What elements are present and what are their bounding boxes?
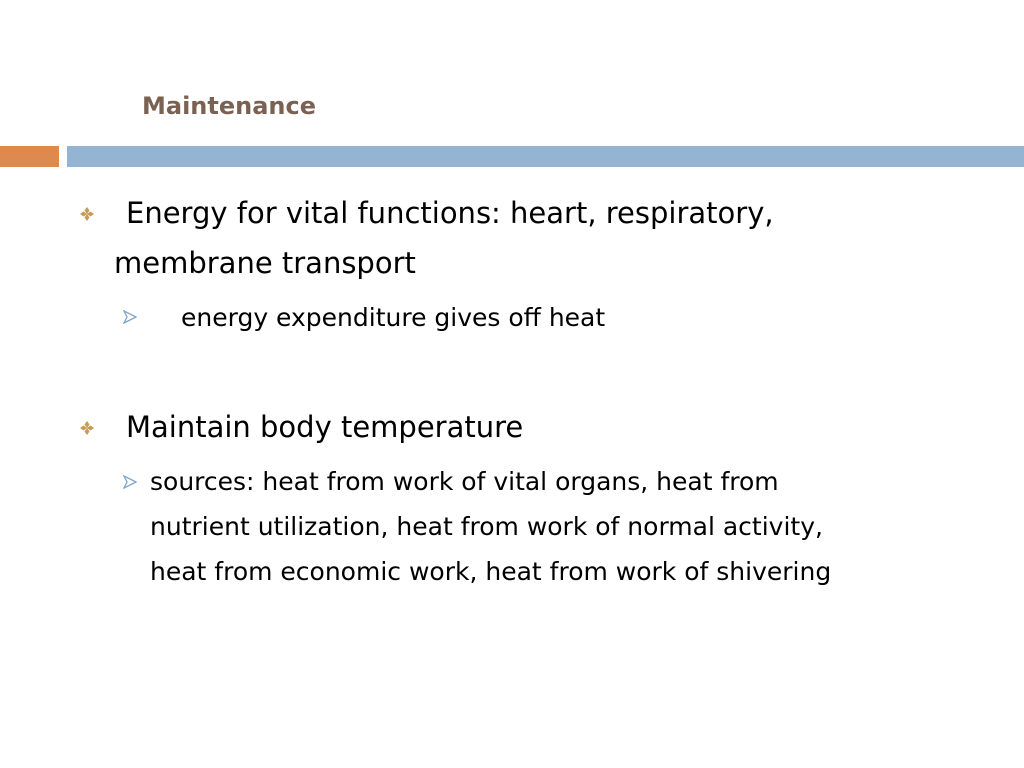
accent-bar-orange bbox=[0, 146, 59, 167]
slide-title: Maintenance bbox=[142, 92, 317, 120]
accent-bar-blue bbox=[67, 146, 1024, 167]
sub-bullet-1-1: energy expenditure gives off heat bbox=[181, 303, 606, 332]
four-diamond-icon bbox=[80, 207, 94, 221]
bullet-2-line-1: Maintain body temperature bbox=[126, 410, 524, 444]
sub-bullet-2-1-line-2: nutrient utilization, heat from work of normal activity, bbox=[150, 512, 823, 541]
four-diamond-icon bbox=[80, 421, 94, 435]
arrow-head-icon bbox=[123, 475, 137, 489]
bullet-1-line-2: membrane transport bbox=[114, 246, 416, 280]
sub-bullet-2-1-line-3: heat from economic work, heat from work of shivering bbox=[150, 557, 832, 586]
arrow-head-icon bbox=[123, 310, 137, 324]
sub-bullet-2-1-line-1: sources: heat from work of vital organs, heat from bbox=[150, 467, 779, 496]
bullet-1-line-1: Energy for vital functions: heart, respiratory, bbox=[126, 196, 774, 230]
